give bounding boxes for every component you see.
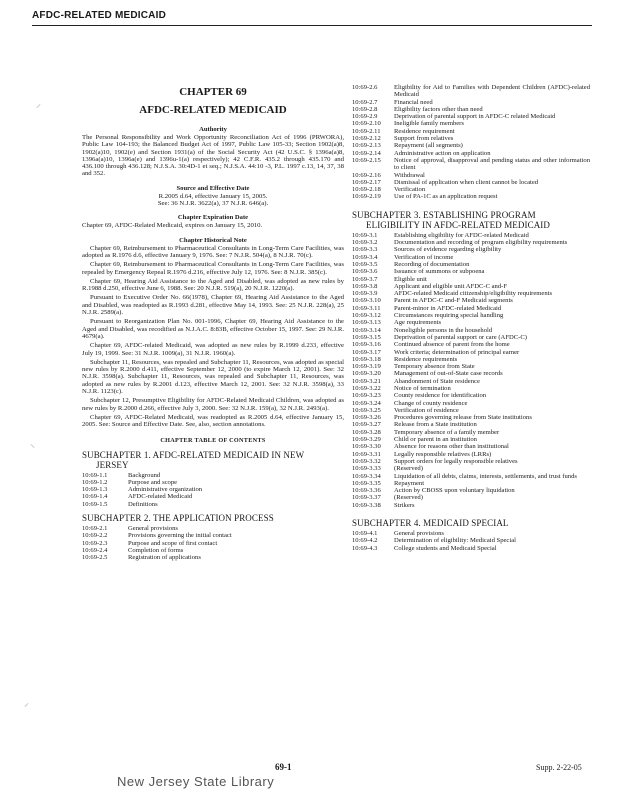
- toc-entry: [352, 436, 592, 443]
- subchapter-1-title: SUBCHAPTER 1. AFDC-RELATED MEDICAID IN NEW: [82, 449, 305, 460]
- section-title: Change of county residence: [394, 399, 468, 407]
- section-number: 10:69-3.13: [352, 319, 381, 327]
- header-rule: [32, 25, 592, 26]
- expiration-text: Chapter 69, AFDC-Related Medicaid, expires on January 15, 2010.: [82, 222, 263, 230]
- section-title: Support orders for legally responsible relatives: [394, 457, 518, 465]
- section-number: 10:69-2.5: [82, 554, 108, 562]
- toc-entry: [352, 407, 592, 414]
- section-number: 10:69-3.24: [352, 399, 381, 407]
- section-number: 10:69-3.7: [352, 275, 378, 283]
- toc-entry: [352, 327, 592, 334]
- toc-entry: [352, 193, 592, 200]
- history-paragraph: Pursuant to Reorganization Plan No. 001-1996, Chapter 69, Hearing Aid Assistance to the Aged and Disabled, was recodified as N.J.A.C. 8:83B, effective October 15, 1997. See: 29 N.J.R. 4679(a).: [82, 318, 344, 340]
- toc-entry: [352, 99, 592, 106]
- subchapter-4-sections: [352, 530, 592, 552]
- authority-text: The Personal Responsibility and Work Opportunity Reconciliation Act of 1996 (PRWORA), Public Law 104-193; the Balanced Budget Act of 1997, Public Law 105-33; Section 1902(a)8, 1902(a)10, 1902(e) and Section 1931(a) of the Social Security Act (42 U.S.C. § 1396a(a)8, 1396a(a)10, 1396a(e) and 1396u-1(a) respectively); 42 C.F.R. 435.2 through 435.170 and 436.100 through 436.128; N.J.S.A. 30:4D-1 et seq.; N.J.S.A. 44:10 -3, P.L. 1997 c.13, 14, 37, 38 and 352.: [82, 134, 344, 178]
- toc-entry: [352, 458, 592, 465]
- toc-entry: [82, 532, 344, 539]
- history-heading: Chapter Historical Note: [179, 236, 247, 244]
- section-number: 10:69-1.3: [82, 486, 108, 494]
- section-title: AFDC-related Medicaid citizenship/eligibility requirements: [394, 290, 553, 298]
- chapter-title: AFDC-RELATED MEDICAID: [139, 104, 287, 116]
- subchapter-3-title-cont: ELIGIBILITY IN AFDC-RELATED MEDICAID: [366, 219, 550, 230]
- toc-entry: [82, 486, 344, 493]
- toc-entry: [352, 239, 592, 246]
- history-notes: [82, 245, 344, 429]
- section-number: 10:69-2.13: [352, 142, 381, 150]
- section-title: Repayment: [394, 479, 425, 487]
- section-number: 10:69-2.2: [82, 532, 108, 540]
- toc-entry: [352, 276, 592, 283]
- section-title: Management of out-of-State case records: [394, 370, 503, 378]
- section-title: Legally responsible relatives (LRRs): [394, 450, 492, 458]
- section-title: Determination of eligibility: Medicaid Special: [394, 537, 516, 545]
- section-title: Deprivation of parental support in AFDC-C related Medicaid: [394, 113, 556, 121]
- left-column: [82, 84, 344, 561]
- section-title: General provisions: [128, 524, 178, 532]
- toc-entry: [352, 443, 592, 450]
- section-number: 10:69-2.3: [82, 539, 108, 547]
- toc-entry: [352, 150, 592, 157]
- section-number: 10:69-3.32: [352, 457, 381, 465]
- toc-entry: [352, 106, 592, 113]
- toc-entry: [82, 554, 344, 561]
- section-title: (Reserved): [394, 494, 423, 502]
- toc-entry: [352, 537, 592, 544]
- section-number: 10:69-3.30: [352, 443, 381, 451]
- toc-entry: [352, 232, 592, 239]
- section-number: 10:69-2.1: [82, 524, 108, 532]
- toc-entry: [82, 525, 344, 532]
- section-number: 10:69-2.10: [352, 120, 381, 128]
- subchapter-1-title-cont: JERSEY: [96, 459, 129, 470]
- toc-entry: [352, 414, 592, 421]
- section-title: Release from a State institution: [394, 421, 477, 429]
- running-head: AFDC-RELATED MEDICAID: [32, 10, 167, 21]
- section-title: Temporary absence from State: [394, 363, 475, 371]
- section-number: 10:69-1.5: [82, 500, 108, 508]
- subchapter-3-title: SUBCHAPTER 3. ESTABLISHING PROGRAM: [352, 209, 536, 220]
- section-number: 10:69-3.14: [352, 326, 381, 334]
- toc-entry: [352, 421, 592, 428]
- section-title: Notice of termination: [394, 384, 451, 392]
- section-title: Sources of evidence regarding eligibility: [394, 246, 502, 254]
- source-heading: Source and Effective Date: [176, 184, 250, 192]
- section-number: 10:69-2.14: [352, 149, 381, 157]
- section-title: County residence for identification: [394, 392, 487, 400]
- toc-entry: [352, 254, 592, 261]
- toc-entry: [352, 494, 592, 501]
- toc-entry: [352, 113, 592, 120]
- section-number: 10:69-3.15: [352, 333, 381, 341]
- section-title: Parent-minor in AFDC-related Medicaid: [394, 304, 502, 312]
- section-title: Continued absence of parent from the home: [394, 341, 510, 349]
- history-paragraph: Chapter 69, AFDC-Related Medicaid, was readopted as R.2005 d.64, effective January 15, 2005. See: Source and Effective Date. See, also, section annotations.: [82, 413, 344, 429]
- section-number: 10:69-3.23: [352, 392, 381, 400]
- section-title: Verification of income: [394, 253, 454, 261]
- section-title: Registration of applications: [128, 554, 201, 562]
- section-title: Completion of forms: [128, 546, 184, 554]
- subchapter-4-heading: SUBCHAPTER 4. MEDICAID SPECIAL: [352, 518, 509, 529]
- toc-entry: [82, 479, 344, 486]
- section-number: 10:69-3.6: [352, 268, 378, 276]
- section-number: 10:69-3.38: [352, 501, 381, 509]
- history-paragraph: Chapter 69, AFDC-related Medicaid, was adopted as new rules by R.1999 d.233, effective July 19, 1999. See: 31 N.J.R. 1009(a), 31 N.J.R. 1960(a).: [82, 342, 344, 357]
- section-title: Verification of residence: [394, 406, 459, 414]
- toc-heading: CHAPTER TABLE OF CONTENTS: [160, 436, 266, 444]
- section-number: 10:69-2.8: [352, 105, 378, 113]
- toc-entry: [82, 540, 344, 547]
- toc-entry: [352, 400, 592, 407]
- toc-entry: [352, 480, 592, 487]
- expiration-heading: Chapter Expiration Date: [177, 214, 249, 222]
- section-title: Documentation and recording of program eligibility requirements: [394, 239, 568, 247]
- section-number: 10:69-3.31: [352, 450, 381, 458]
- supplement-date: Supp. 2-22-05: [536, 763, 582, 772]
- toc-entry: [352, 545, 592, 552]
- section-title: Dismissal of application when client cannot be located: [394, 178, 539, 186]
- subchapter-1-heading: [82, 450, 344, 470]
- section-title: Administrative action on application: [394, 149, 491, 157]
- toc-entry: [352, 473, 592, 480]
- section-title: Procedures governing release from State institutions: [394, 414, 532, 422]
- section-title: Age requirements: [394, 319, 442, 327]
- section-number: 10:69-3.1: [352, 231, 378, 239]
- section-title: Circumstances requiring special handling: [394, 312, 504, 320]
- toc-entry: [352, 84, 592, 99]
- section-title: Provisions governing the initial contact: [128, 532, 232, 540]
- toc-entry: [352, 530, 592, 537]
- subchapter-3-heading: [352, 210, 592, 230]
- toc-entry: [82, 472, 344, 479]
- section-number: 10:69-3.2: [352, 239, 378, 247]
- chapter-number: CHAPTER 69: [179, 86, 247, 98]
- section-number: 10:69-1.1: [82, 471, 108, 479]
- right-column: [352, 84, 592, 552]
- toc-entry: [352, 378, 592, 385]
- section-number: 10:69-3.26: [352, 414, 381, 422]
- section-title: Temporary absence of a family member: [394, 428, 500, 436]
- section-number: 10:69-3.21: [352, 377, 381, 385]
- toc-entry: [82, 547, 344, 554]
- toc-entry: [352, 128, 592, 135]
- page-number: 69-1: [275, 762, 292, 772]
- toc-entry: [352, 135, 592, 142]
- subchapter-3-sections: [352, 232, 592, 509]
- section-number: 10:69-2.18: [352, 186, 381, 194]
- toc-entry: [352, 172, 592, 179]
- section-number: 10:69-2.17: [352, 178, 381, 186]
- section-number: 10:69-4.1: [352, 530, 378, 538]
- toc-entry: [352, 186, 592, 193]
- section-number: 10:69-4.3: [352, 544, 378, 552]
- source-text: R.2005 d.64, effective January 15, 2005.: [158, 192, 268, 200]
- toc-entry: [352, 290, 592, 297]
- section-number: 10:69-3.20: [352, 370, 381, 378]
- toc-entry: [352, 283, 592, 290]
- section-title: College students and Medicaid Special: [394, 544, 497, 552]
- section-title: Absence for reasons other than institutional: [394, 443, 509, 451]
- section-number: 10:69-3.37: [352, 494, 381, 502]
- section-number: 10:69-3.18: [352, 355, 381, 363]
- toc-entry: [82, 501, 344, 508]
- section-number: 10:69-3.10: [352, 297, 381, 305]
- toc-entry: [352, 429, 592, 436]
- section-title: Applicant and eligible unit AFDC-C and-F: [394, 282, 507, 290]
- toc-entry: [352, 246, 592, 253]
- section-number: 10:69-3.27: [352, 421, 381, 429]
- section-title: Eligibility factors other than need: [394, 105, 483, 113]
- history-paragraph: Pursuant to Executive Order No. 66(1978), Chapter 69, Hearing Aid Assistance to the Aged and Disabled, was readopted as R.1993 d.281, effective May 14, 1993. See: 25 N.J.R. 228(a), 25 N.J.R. 2589(a).: [82, 294, 344, 317]
- section-number: 10:69-3.19: [352, 363, 381, 371]
- section-title: Eligibility for Aid to Families with Dependent Children (AFDC)-related Medicaid: [394, 84, 590, 99]
- section-number: 10:69-3.28: [352, 428, 381, 436]
- history-paragraph: Subchapter 12, Presumptive Eligibility for AFDC-Related Medicaid Children, was adopted as new rules by R.2000 d.266, effective July 3, 2000. See: 32 N.J.R. 159(a), 32 N.J.R. 2493(a).: [82, 397, 344, 412]
- section-title: Residence requirements: [394, 355, 458, 363]
- section-title: Action by CBOSS upon voluntary liquidation: [394, 487, 515, 495]
- section-number: 10:69-2.9: [352, 113, 378, 121]
- section-number: 10:69-2.19: [352, 193, 381, 201]
- toc-entry: [352, 120, 592, 127]
- section-number: 10:69-2.16: [352, 171, 381, 179]
- section-title: Work criteria; determination of principal earner: [394, 348, 520, 356]
- section-number: 10:69-2.12: [352, 135, 381, 143]
- section-number: 10:69-2.4: [82, 546, 108, 554]
- toc-entry: [352, 451, 592, 458]
- section-number: 10:69-3.8: [352, 282, 378, 290]
- section-title: Withdrawal: [394, 171, 425, 179]
- section-number: 10:69-3.16: [352, 341, 381, 349]
- toc-entry: [352, 363, 592, 370]
- section-title: Background: [128, 471, 161, 479]
- section-title: Purpose and scope: [128, 478, 178, 486]
- toc-entry: [82, 493, 344, 500]
- toc-entry: [352, 305, 592, 312]
- margin-mark: ⸝: [36, 99, 41, 110]
- section-title: Abandonment of State residence: [394, 377, 480, 385]
- section-number: 10:69-3.11: [352, 304, 381, 312]
- toc-entry: [352, 312, 592, 319]
- section-title: Administrative organization: [128, 486, 203, 494]
- section-number: 10:69-3.35: [352, 479, 381, 487]
- toc-entry: [352, 157, 592, 172]
- section-number: 10:69-2.6: [352, 84, 378, 91]
- section-number: 10:69-2.11: [352, 127, 381, 135]
- section-number: 10:69-2.15: [352, 156, 381, 164]
- section-title: Child or parent in an institution: [394, 436, 477, 444]
- section-number: 10:69-3.33: [352, 465, 381, 473]
- section-title: Liquidation of all debts, claims, interests, settlements, and trust funds: [394, 472, 577, 480]
- section-title: Support from relatives: [394, 135, 454, 143]
- toc-entry: [352, 142, 592, 149]
- subchapter-2-heading: SUBCHAPTER 2. THE APPLICATION PROCESS: [82, 512, 274, 523]
- toc-entry: [352, 341, 592, 348]
- subchapter-1-sections: [82, 472, 344, 508]
- section-title: Notice of approval, disapproval and pending status and other information to client: [394, 156, 590, 172]
- section-number: 10:69-3.12: [352, 312, 381, 320]
- section-title: Strikers: [394, 501, 415, 509]
- margin-mark: ⸝: [24, 698, 29, 709]
- section-title: Financial need: [394, 98, 433, 106]
- history-paragraph: Subchapter 11, Resources, was repealed and Subchapter 11, Resources, was adopted as special new rules by R.2000 d.411, effective September 12, 2000 (to expire March 12, 2001). See: 32 N.J.R. 3598(a). Subchapter 11, Resources, was repealed and Subchapter 11, Resources, was adopted as new rules by R.2001 d.123, effective March 12, 2001. See: 32 N.J.R. 3598(a), 33 N.J.R. 1123(c).: [82, 358, 344, 396]
- source-citation: See: 36 N.J.R. 3622(a), 37 N.J.R. 646(a).: [157, 200, 269, 208]
- toc-entry: [352, 179, 592, 186]
- subchapter-2-sections-cont: [352, 84, 592, 201]
- toc-entry: [352, 465, 592, 472]
- section-title: Purpose and scope of first contact: [128, 539, 218, 547]
- section-title: General provisions: [394, 530, 444, 538]
- toc-entry: [352, 297, 592, 304]
- authority-heading: Authority: [199, 126, 227, 133]
- section-number: 10:69-4.2: [352, 537, 378, 545]
- section-title: Establishing eligibility for AFDC-related Medicaid: [394, 231, 529, 239]
- history-paragraph: Chapter 69, Hearing Aid Assistance to the Aged and Disabled, was adopted as new rules by R.1988 d.250, effective June 6, 1988. See: 20 N.J.R. 519(a), 20 N.J.R. 1220(a).: [82, 277, 344, 293]
- section-title: Issuance of summons or subpoena: [394, 268, 485, 276]
- toc-entry: [352, 487, 592, 494]
- section-title: Parent in AFDC-C and-F Medicaid segments: [394, 297, 513, 305]
- section-number: 10:69-3.36: [352, 487, 381, 495]
- subchapter-2-sections: [82, 525, 344, 561]
- library-watermark: New Jersey State Library: [117, 774, 275, 789]
- toc-entry: [352, 319, 592, 326]
- toc-entry: [352, 385, 592, 392]
- section-number: 10:69-3.17: [352, 348, 381, 356]
- section-title: Ineligible family members: [394, 120, 464, 128]
- section-number: 10:69-2.7: [352, 98, 378, 106]
- section-title: Use of PA-1C as an application request: [394, 193, 498, 201]
- history-paragraph: Chapter 69, Reimbursement to Pharmaceutical Consultants in Long-Term Care Facilities, was repealed by Emergency Repeal R.1976 d.216, effective July 12, 1976. See: 8 N.J.R. 385(c).: [82, 261, 344, 276]
- section-number: 10:69-3.5: [352, 260, 378, 268]
- section-title: Repayment (all segments): [394, 142, 463, 150]
- section-title: Residence requirement: [394, 127, 455, 135]
- toc-entry: [352, 261, 592, 268]
- section-title: (Reserved): [394, 465, 423, 473]
- section-number: 10:69-3.34: [352, 472, 381, 480]
- section-number: 10:69-3.29: [352, 436, 381, 444]
- margin-mark: ⸜: [30, 439, 35, 450]
- toc-entry: [352, 356, 592, 363]
- section-title: Recording of documentation: [394, 260, 470, 268]
- section-number: 10:69-1.4: [82, 493, 108, 501]
- section-number: 10:69-3.22: [352, 384, 381, 392]
- section-number: 10:69-1.2: [82, 478, 108, 486]
- section-title: Definitions: [128, 500, 158, 508]
- toc-entry: [352, 349, 592, 356]
- section-number: 10:69-3.25: [352, 406, 381, 414]
- section-title: Noneligible persons in the household: [394, 326, 493, 334]
- section-title: Eligible unit: [394, 275, 427, 283]
- section-number: 10:69-3.3: [352, 246, 378, 254]
- section-number: 10:69-3.4: [352, 253, 378, 261]
- history-paragraph: Chapter 69, Reimbursement to Pharmaceutical Consultants in Long-Term Care Facilities, was adopted as R.1976 d.6, effective January 9, 1976. See: 7 N.J.R. 504(a), 8 N.J.R. 70(c).: [82, 244, 344, 259]
- toc-entry: [352, 502, 592, 509]
- toc-entry: [352, 268, 592, 275]
- section-title: Deprivation of parental support or care (AFDC-C): [394, 333, 527, 341]
- section-title: AFDC-related Medicaid: [128, 493, 193, 501]
- toc-entry: [352, 392, 592, 399]
- toc-entry: [352, 370, 592, 377]
- section-number: 10:69-3.9: [352, 290, 378, 298]
- toc-entry: [352, 334, 592, 341]
- section-title: Verification: [394, 186, 426, 194]
